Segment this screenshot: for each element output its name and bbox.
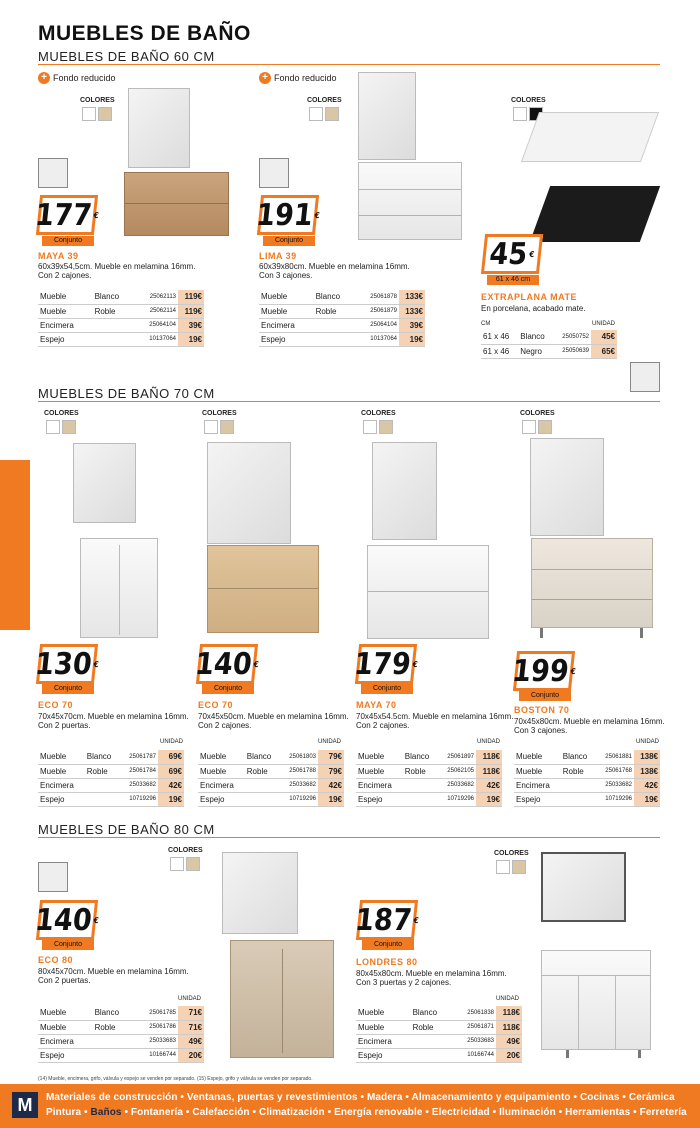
finish-cell <box>411 1048 452 1062</box>
finish-cell <box>93 1034 134 1048</box>
product-name: BOSTON 70 <box>514 705 570 715</box>
mirror-image <box>128 88 190 168</box>
ref-cell: 25062114 <box>134 304 178 318</box>
compact-depth-icon <box>38 862 68 892</box>
ref-cell: 25062113 <box>134 290 178 304</box>
finish-cell: Blanco <box>561 750 596 764</box>
finish-cell: Blanco <box>314 290 355 304</box>
price-cell: 19€ <box>158 792 184 806</box>
ref-cell: 10719296 <box>120 792 158 806</box>
compact-depth-icon <box>259 158 289 188</box>
price-cell: 65€ <box>591 344 617 358</box>
price-cell: 49€ <box>496 1034 522 1048</box>
price-table-extraplana <box>481 330 617 359</box>
conjunto-label: Conjunto <box>202 684 254 694</box>
finish-cell <box>411 1034 452 1048</box>
colors-swatches: COLORES <box>494 850 529 876</box>
ref-cell: 25061786 <box>134 1020 178 1034</box>
fondo-badge: + Fondo reducido <box>38 72 116 84</box>
price-cell: 45€ <box>591 330 617 344</box>
compact-depth-icon <box>630 362 660 392</box>
table-row <box>38 1034 204 1048</box>
item-cell: Mueble <box>198 750 245 764</box>
item-cell: Mueble <box>38 1020 93 1034</box>
finish-cell <box>561 778 596 792</box>
oak-swatch[interactable] <box>325 107 339 121</box>
table-row <box>259 332 425 346</box>
white-swatch[interactable] <box>46 420 60 434</box>
mirror-image <box>207 442 291 544</box>
ref-cell: 25061838 <box>452 1006 496 1020</box>
price-table-londres80 <box>356 1006 522 1063</box>
finish-cell <box>93 318 134 332</box>
oak-swatch[interactable] <box>512 860 526 874</box>
product-desc: 70x45x70cm. Mueble en melamina 16mm. Con 2 puertas. <box>38 712 189 730</box>
table-row <box>38 1020 204 1034</box>
price-tag: 179 € <box>355 644 417 684</box>
table-row <box>38 332 204 346</box>
colors-swatches: COLORES <box>202 410 237 436</box>
item-cell: Espejo <box>38 332 93 346</box>
side-label: BAÑOS <box>17 526 28 564</box>
price-table-boston70 <box>514 750 660 807</box>
ref-cell: 25033683 <box>452 1034 496 1048</box>
table-row <box>259 304 425 318</box>
white-sink-image <box>521 112 659 162</box>
item-cell: Espejo <box>38 1048 93 1062</box>
price-cell: 39€ <box>178 318 204 332</box>
plus-icon: + <box>259 72 271 84</box>
category-links[interactable]: Pintura • Baños • Fontanería • Calefacción • Climatización • Energía renovable • Electricidad • Iluminación • Herramientas • Ferretería <box>46 1107 687 1118</box>
item-cell: Espejo <box>259 332 314 346</box>
table-row <box>38 1048 204 1062</box>
conjunto-label: Conjunto <box>42 940 94 950</box>
item-cell: Encimera <box>198 778 245 792</box>
finish-cell <box>561 792 596 806</box>
table-row <box>198 792 344 806</box>
unidad-header: UNIDAD <box>592 321 616 327</box>
ref-cell: 25033682 <box>438 778 476 792</box>
price-cell: 20€ <box>178 1048 204 1062</box>
product-desc: 80x45x70cm. Mueble en melamina 16mm. Con 2 puertas. <box>38 967 189 985</box>
item-cell: Mueble <box>356 1020 411 1034</box>
conjunto-label: Conjunto <box>42 684 94 694</box>
price-cell: 69€ <box>158 750 184 764</box>
black-sink-image <box>530 186 660 242</box>
item-cell: Encimera <box>356 1034 411 1048</box>
price-cell: 79€ <box>318 764 344 778</box>
finish-cell: Roble <box>403 764 438 778</box>
item-cell: Encimera <box>356 778 403 792</box>
price-cell: 42€ <box>634 778 660 792</box>
colors-swatches: COLORES <box>168 847 203 873</box>
cabinet-image <box>367 545 489 639</box>
product-name: ECO 70 <box>198 700 234 710</box>
finish-cell: Roble <box>93 1020 134 1034</box>
price-cell: 42€ <box>158 778 184 792</box>
price-tag: 191 € <box>257 195 319 235</box>
oak-swatch[interactable] <box>220 420 234 434</box>
item-cell: Espejo <box>514 792 561 806</box>
finish-cell: Roble <box>85 764 120 778</box>
price-tag: 45 € <box>481 234 543 274</box>
unidad-header: UNIDAD <box>477 739 501 745</box>
table-row <box>38 750 184 764</box>
item-cell: Mueble <box>259 304 314 318</box>
mirror-image <box>358 72 416 160</box>
active-category: Baños <box>90 1107 122 1118</box>
price-cell: 49€ <box>178 1034 204 1048</box>
unidad-header: UNIDAD <box>318 739 342 745</box>
finish-cell <box>314 318 355 332</box>
product-desc: 60x39x80cm. Mueble en melamina 16mm. Con 3 cajones. <box>259 262 410 280</box>
leg <box>540 628 543 638</box>
item-cell: Encimera <box>38 778 85 792</box>
price-cell: 19€ <box>399 332 425 346</box>
cabinet-image <box>80 538 158 638</box>
price-cell: 42€ <box>318 778 344 792</box>
conjunto-label: Conjunto <box>263 236 315 246</box>
unidad-header: UNIDAD <box>178 996 202 1002</box>
colors-swatches: COLORES <box>44 410 79 436</box>
product-desc: 70x45x80cm. Mueble en melamina 16mm. Con 3 cajones. <box>514 717 665 735</box>
mirror-image <box>222 852 298 934</box>
price-cell: 19€ <box>318 792 344 806</box>
size-label: 61 x 46 cm <box>487 275 539 285</box>
table-row <box>38 318 204 332</box>
cabinet-image <box>358 162 462 240</box>
ref-cell: 10719296 <box>280 792 318 806</box>
price-table-maya39 <box>38 290 204 347</box>
finish-cell <box>93 1048 134 1062</box>
finish-cell <box>85 792 120 806</box>
white-swatch[interactable] <box>170 857 184 871</box>
finish-cell <box>93 332 134 346</box>
plus-icon: + <box>38 72 50 84</box>
oak-swatch[interactable] <box>379 420 393 434</box>
price-cell: 118€ <box>496 1020 522 1034</box>
ref-cell: 25033683 <box>134 1034 178 1048</box>
ref-cell: 25061897 <box>438 750 476 764</box>
finish-cell: Blanco <box>245 750 280 764</box>
ref-cell: 25033682 <box>120 778 158 792</box>
finish-cell: Blanco <box>85 750 120 764</box>
ref-cell: 10719296 <box>438 792 476 806</box>
price-cell: 69€ <box>158 764 184 778</box>
product-name: EXTRAPLANA MATE <box>481 292 577 302</box>
ref-cell: 25061768 <box>596 764 634 778</box>
brand-logo[interactable]: M <box>12 1092 38 1118</box>
finish-cell <box>403 778 438 792</box>
finish-cell <box>245 778 280 792</box>
table-row <box>356 750 502 764</box>
table-row <box>198 750 344 764</box>
unidad-header: UNIDAD <box>160 739 184 745</box>
price-table-lima39 <box>259 290 425 347</box>
table-row <box>356 1020 522 1034</box>
table-row <box>514 750 660 764</box>
price-cell: 19€ <box>634 792 660 806</box>
product-desc: 70x45x50cm. Mueble en melamina 16mm. Con 2 cajones. <box>198 712 349 730</box>
price-cell: 20€ <box>496 1048 522 1062</box>
item-cell: Espejo <box>356 792 403 806</box>
unidad-header: UNIDAD <box>636 739 660 745</box>
price-table-eco70b <box>198 750 344 807</box>
item-cell: Encimera <box>38 318 93 332</box>
item-cell: Mueble <box>259 290 314 304</box>
divider <box>38 837 660 838</box>
section-70: MUEBLES DE BAÑO 70 CM <box>38 386 215 401</box>
product-name: LONDRES 80 <box>356 957 418 967</box>
item-cell: Mueble <box>356 1006 411 1020</box>
item-cell: 61 x 46 <box>481 330 518 344</box>
price-cell: 119€ <box>178 304 204 318</box>
ref-cell: 10166744 <box>134 1048 178 1062</box>
price-cell: 138€ <box>634 764 660 778</box>
mirror-image <box>541 852 626 922</box>
ref-cell: 25033682 <box>596 778 634 792</box>
item-cell: Mueble <box>514 764 561 778</box>
ref-cell: 10137064 <box>134 332 178 346</box>
unidad-header: UNIDAD <box>496 996 520 1002</box>
price-table-eco70 <box>38 750 184 807</box>
ref-cell: 25061788 <box>280 764 318 778</box>
cabinet-image <box>230 940 334 1058</box>
oak-swatch[interactable] <box>62 420 76 434</box>
white-swatch[interactable] <box>309 107 323 121</box>
price-tag: 177 € <box>36 195 98 235</box>
price-tag: 140 € <box>36 900 98 940</box>
table-row <box>38 304 204 318</box>
table-row <box>38 764 184 778</box>
ref-cell: 25033682 <box>280 778 318 792</box>
page-title: MUEBLES DE BAÑO <box>38 22 251 45</box>
cabinet-image <box>207 545 319 633</box>
finish-cell: Roble <box>411 1020 452 1034</box>
finish-cell: Roble <box>245 764 280 778</box>
colors-swatches: COLORES <box>307 97 342 123</box>
price-cell: 19€ <box>476 792 502 806</box>
category-links[interactable]: Materiales de construcción • Ventanas, puertas y revestimientos • Madera • Almacenamiento y equipamiento • Cocinas • Cerámica <box>46 1092 675 1103</box>
conjunto-label: Conjunto <box>42 236 94 246</box>
price-cell: 133€ <box>399 304 425 318</box>
price-cell: 39€ <box>399 318 425 332</box>
finish-cell: Roble <box>314 304 355 318</box>
price-cell: 71€ <box>178 1020 204 1034</box>
white-swatch[interactable] <box>82 107 96 121</box>
product-desc: En porcelana, acabado mate. <box>481 304 586 313</box>
product-name: ECO 80 <box>38 955 74 965</box>
colors-swatches: COLORES <box>361 410 396 436</box>
compact-depth-icon <box>38 158 68 188</box>
finish-cell: Roble <box>93 304 134 318</box>
cm-header: CM <box>481 321 491 327</box>
item-cell: Mueble <box>38 750 85 764</box>
table-row <box>198 778 344 792</box>
finish-cell <box>85 778 120 792</box>
price-cell: 71€ <box>178 1006 204 1020</box>
ref-cell: 25050639 <box>553 344 591 358</box>
product-desc: 80x45x80cm. Mueble en melamina 16mm. Con 3 puertas y 2 cajones. <box>356 969 507 987</box>
mirror-image <box>530 438 604 536</box>
finish-cell: Negro <box>518 344 553 358</box>
ref-cell: 25064104 <box>355 318 399 332</box>
section-80: MUEBLES DE BAÑO 80 CM <box>38 822 215 837</box>
ref-cell: 25050752 <box>553 330 591 344</box>
table-row <box>514 792 660 806</box>
white-swatch[interactable] <box>204 420 218 434</box>
footer-bar <box>0 1084 700 1128</box>
conjunto-label: Conjunto <box>519 691 571 701</box>
item-cell: Encimera <box>514 778 561 792</box>
oak-swatch[interactable] <box>538 420 552 434</box>
fondo-badge: + Fondo reducido <box>259 72 337 84</box>
finish-cell: Blanco <box>93 290 134 304</box>
finish-cell: Blanco <box>518 330 553 344</box>
item-cell: Espejo <box>38 792 85 806</box>
ref-cell: 25061881 <box>596 750 634 764</box>
cabinet-image <box>531 538 653 628</box>
colors-swatches: COLORES <box>511 97 546 123</box>
ref-cell: 25061871 <box>452 1020 496 1034</box>
item-cell: Encimera <box>38 1034 93 1048</box>
colors-swatches: COLORES <box>520 410 555 436</box>
price-cell: 138€ <box>634 750 660 764</box>
item-cell: 61 x 46 <box>481 344 518 358</box>
ref-cell: 25061803 <box>280 750 318 764</box>
mirror-image <box>372 442 437 540</box>
item-cell: Mueble <box>198 764 245 778</box>
leg <box>640 628 643 638</box>
item-cell: Mueble <box>514 750 561 764</box>
finish-cell: Blanco <box>403 750 438 764</box>
table-row <box>481 330 617 344</box>
product-desc: 60x39x54,5cm. Mueble en melamina 16mm. Con 2 cajones. <box>38 262 196 280</box>
price-cell: 118€ <box>476 750 502 764</box>
product-name: MAYA 39 <box>38 251 79 261</box>
price-cell: 133€ <box>399 290 425 304</box>
leg <box>566 1050 569 1058</box>
cabinet-image <box>124 172 229 236</box>
ref-cell: 25061878 <box>355 290 399 304</box>
price-tag: 140 € <box>196 644 258 684</box>
white-swatch[interactable] <box>522 420 536 434</box>
product-name: MAYA 70 <box>356 700 397 710</box>
item-cell: Mueble <box>356 764 403 778</box>
item-cell: Mueble <box>38 304 93 318</box>
price-table-maya70 <box>356 750 502 807</box>
item-cell: Mueble <box>38 764 85 778</box>
price-cell: 79€ <box>318 750 344 764</box>
table-row <box>481 344 617 358</box>
table-row <box>259 290 425 304</box>
table-row <box>514 764 660 778</box>
item-cell: Espejo <box>356 1048 411 1062</box>
ref-cell: 25061784 <box>120 764 158 778</box>
product-name: ECO 70 <box>38 700 74 710</box>
ref-cell: 25061785 <box>134 1006 178 1020</box>
table-row <box>259 318 425 332</box>
mirror-image <box>73 443 136 523</box>
footnote: (14) Mueble, encimera, grifo, válvula y espejo se venden por separado. (15) Espejo, grifo y válvula se venden por separado. <box>38 1076 313 1082</box>
finish-cell <box>403 792 438 806</box>
table-row <box>514 778 660 792</box>
cabinet-image <box>541 950 651 1050</box>
item-cell: Mueble <box>38 1006 93 1020</box>
finish-cell <box>245 792 280 806</box>
white-swatch[interactable] <box>363 420 377 434</box>
table-row <box>198 764 344 778</box>
table-row <box>356 1034 522 1048</box>
price-tag: 130 € <box>36 644 98 684</box>
item-cell: Mueble <box>38 290 93 304</box>
item-cell: Encimera <box>259 318 314 332</box>
table-row <box>38 290 204 304</box>
product-desc: 70x45x54.5cm. Mueble en melamina 16mm. Con 2 cajones. <box>356 712 514 730</box>
divider <box>38 401 660 402</box>
product-name: LIMA 39 <box>259 251 297 261</box>
ref-cell: 10137064 <box>355 332 399 346</box>
finish-cell: Roble <box>561 764 596 778</box>
price-tag: 199 € <box>513 651 575 691</box>
white-swatch[interactable] <box>496 860 510 874</box>
ref-cell: 10719296 <box>596 792 634 806</box>
ref-cell: 25061787 <box>120 750 158 764</box>
price-tag: 187 € <box>356 900 418 940</box>
conjunto-label: Conjunto <box>362 940 414 950</box>
price-cell: 118€ <box>476 764 502 778</box>
price-cell: 118€ <box>496 1006 522 1020</box>
table-row <box>356 778 502 792</box>
table-row <box>38 792 184 806</box>
table-row <box>356 1048 522 1062</box>
leg <box>638 1050 641 1058</box>
finish-cell <box>314 332 355 346</box>
divider <box>38 64 660 65</box>
price-cell: 19€ <box>178 332 204 346</box>
ref-cell: 25062105 <box>438 764 476 778</box>
ref-cell: 25061879 <box>355 304 399 318</box>
price-table-eco80 <box>38 1006 204 1063</box>
item-cell: Espejo <box>198 792 245 806</box>
finish-cell: Blanco <box>411 1006 452 1020</box>
ref-cell: 25064104 <box>134 318 178 332</box>
colors-swatches: COLORES <box>80 97 115 123</box>
section-60: MUEBLES DE BAÑO 60 CM <box>38 49 215 64</box>
oak-swatch[interactable] <box>186 857 200 871</box>
conjunto-label: Conjunto <box>361 684 413 694</box>
item-cell: Mueble <box>356 750 403 764</box>
table-row <box>356 792 502 806</box>
table-row <box>356 1006 522 1020</box>
table-row <box>38 778 184 792</box>
table-row <box>356 764 502 778</box>
price-cell: 119€ <box>178 290 204 304</box>
ref-cell: 10166744 <box>452 1048 496 1062</box>
finish-cell: Blanco <box>93 1006 134 1020</box>
white-swatch[interactable] <box>513 107 527 121</box>
oak-swatch[interactable] <box>98 107 112 121</box>
table-row <box>38 1006 204 1020</box>
price-cell: 42€ <box>476 778 502 792</box>
